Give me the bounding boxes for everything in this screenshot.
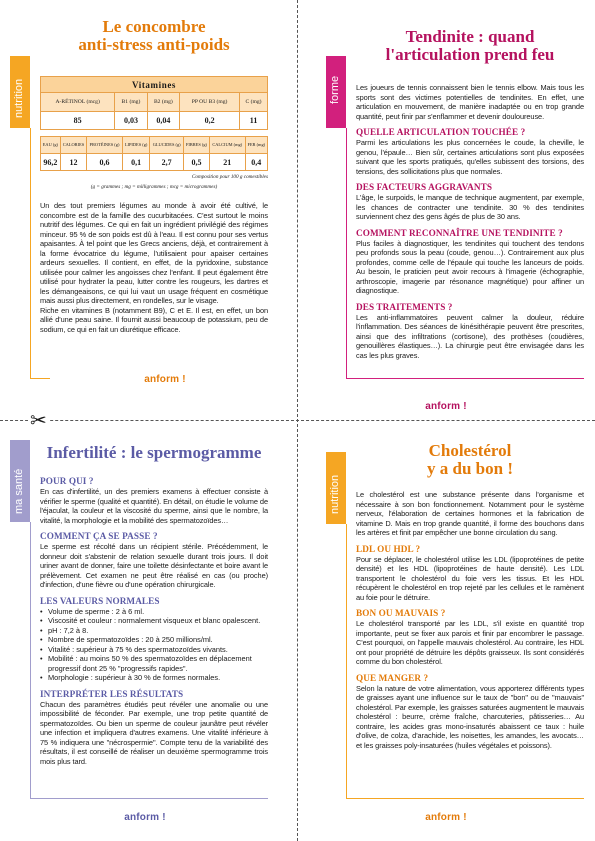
section-tab-ma-sante: ma santé: [10, 440, 30, 522]
table-cell: 0,6: [87, 154, 123, 171]
article-paragraph: Les anti-inflammatoires peuvent calmer la douleur, réduire l'inflammation. Des séances de kinésithérapie peuvent être prescrites, ainsi que des infiltrations (cortisone), des prothèses (coudières, genouillères élastiques…). La chirurgie peut être envisagée dans les cas les plus graves.: [356, 312, 584, 360]
card-frame-left: [30, 128, 31, 378]
article-paragraph: En cas d'infertilité, un des premiers examens à effectuer consiste à vérifier le sperme (qualité et quantité). En détail, on étudie le volume de l'éjaculat, la couleur et la viscosité du sperme, ainsi que le nombre, la vitalité, la morphologie et la mobilité des spermatozoïdes…: [40, 487, 268, 525]
section-heading: DES TRAITEMENTS ?: [356, 301, 453, 312]
table-cell: 85: [41, 112, 115, 130]
brand-logo: anform !: [425, 401, 467, 412]
article-title: Le concombre anti-stress anti-poids: [78, 17, 230, 54]
table-cell: 0,5: [183, 154, 209, 171]
table-header: FIBRES (g): [183, 137, 209, 154]
table-cell: 2,7: [150, 154, 183, 171]
table-header: LIPIDES (g): [122, 137, 150, 154]
list-item: • pH : 7,2 à 8.: [40, 626, 268, 636]
card-cholesterol: [326, 432, 584, 834]
table-header: FER (mg): [245, 137, 267, 154]
section-heading: COMMENT ÇA SE PASSE ?: [40, 531, 158, 541]
card-spermogram: [10, 432, 268, 834]
list-item: • Nombre de spermatozoïdes : 20 à 250 millions/ml.: [40, 635, 268, 645]
table-header: PROTÉINES (g): [87, 137, 123, 154]
article-paragraph: Pour se déplacer, le cholestérol utilise les LDL (lipoprotéines de petite densité) et les HDL (lipoprotéines de haute densité). Les LDL transportent le cholestérol du foie vers les tissus. Et les HDL récupèrent le cholestérol en trop rejeté par les cellules et le ramènent au foie pour le détruire.: [356, 554, 584, 602]
table-cell: 0,2: [180, 112, 240, 130]
list-item: • Morphologie : supérieur à 30 % de formes normales.: [40, 673, 268, 683]
section-heading: COMMENT RECONNAÎTRE UNE TENDINITE ?: [356, 227, 563, 238]
units-note: (g = grammes ; mg = milligrammes ; mcg = microgrammes): [90, 184, 218, 190]
section-heading: DES FACTEURS AGGRAVANTS: [356, 182, 493, 192]
article-paragraph: Plus faciles à diagnostiquer, les tendinites qui touchent des tendons peu profonds sous la peau (coude, genou…). Contrairement aux plus profondes, comme celle de l'épaule qui touche les lanceurs de poids. Au besoin, le praticien peut avoir recours à l'imagerie (échographie, arthroscopie, imagerie par résonance magnétique) pour affiner un diagnostique.: [356, 238, 584, 295]
table-header: B1 (mg): [115, 93, 147, 112]
article-paragraph: Le cholestérol transporté par les LDL, s'il existe en quantité trop importante, peut se fixer aux parois et finir par encombrer le passage. C'est pourquoi, on l'appelle mauvais cholestérol. Au contraire, les HDL ont pour propriété de détruire les dépôts graisseux. Ils sont considérés comme du bon cholestérol.: [356, 619, 584, 666]
article-paragraph: Riche en vitamines B (notamment B9), C et E. Il est, en effet, un bon allié d'une peau saine. Il fournit aussi beaucoup de potassium, peu de sodium, ce qui en fait un diurétique efficace.: [40, 305, 268, 334]
table-cell: 0,04: [147, 112, 179, 130]
article-paragraph: Le sperme est récolté dans un récipient stérile. Précédemment, le donneur doit s'abstenir de relation sexuelle durant trois jours. Il doit uriner avant de donner, faire une toilette désinfectante et boire avant le prélèvement. Cet examen ne peut être réalisé en cas (ou proche) d'infection, d'une fièvre ou d'une opération chirurgicale.: [40, 542, 268, 589]
article-paragraph: Selon la nature de votre alimentation, vous apporterez différents types de graisses ayant une influence sur le taux de "bon" ou de "mauvais" cholestérol. Par exemple, les graisses saturées augmentent le mauvais cholestérol : beurre, crème fraîche, charcuteries, pâtisseries… Au contraire, les acides gras mono-insaturés abaissent ce taux : huile d'olive, de colza, d'arachide, les noisettes, les amandes, les avocats… et les graisses poly-insaturées (huiles végétales et poissons).: [356, 683, 584, 750]
card-frame-bottom: [346, 798, 584, 799]
card-cucumber: [10, 14, 268, 416]
table-header: CALCIUM (mg): [209, 137, 245, 154]
scissors-icon: ✂: [30, 408, 47, 432]
article-title: Tendinite : quand l'articulation prend feu: [385, 27, 555, 64]
table-cell: 0,1: [122, 154, 150, 171]
card-frame-left: [30, 522, 31, 798]
card-frame-bottom: [346, 378, 584, 379]
horizontal-cut-line: [0, 420, 595, 421]
vitamins-table: [40, 76, 268, 130]
article-paragraph: Parmi les articulations les plus concernées le coude, la cheville, le genou, l'épaule… Bien sûr, certaines articulations sont plus exposées suivant que les sports pratiqués, qu'elles subissent des torsions, des tensions, des sollicitations plus que normales.: [356, 138, 584, 176]
card-frame-bottom: [30, 798, 268, 799]
table-header: C (mg): [240, 93, 268, 112]
list-item: • Volume de sperme : 2 à 6 ml.: [40, 607, 268, 617]
section-tab-forme: forme: [326, 56, 346, 128]
section-heading: QUELLE ARTICULATION TOUCHÉE ?: [356, 127, 526, 137]
composition-note: Composition pour 100 g comestibles: [191, 174, 268, 180]
article-paragraph: Un des tout premiers légumes au monde à avoir été cultivé, le concombre est de la famille des cucurbitacées. C'est surtout le moins nutritif des légumes. Ce qui en fait un ingrédient privilégié des régimes minceur. 95 % de son poids est dû à l'eau. Il est connu pour ses vertus apaisantes. À tel point que les Grecs anciens, déjà, et contrairement à la forme évocatrice du légume, l'utilisaient pour apaiser certaines ardeurs sexuelles. Il contient, en effet, de la pyridoxine, substance utilisée pour calmer les angoisses chez l'enfant. Il peut également être utilisé pour hydrater la peau, lutter contre les rougeurs, les dartres et les démangeaisons, ce qui lui vaut un usage fréquent en cosmétique mais aussi plus directement, en rondelles, sur le visage.: [40, 201, 268, 305]
brand-logo: anform !: [144, 374, 186, 385]
article-paragraph: Les joueurs de tennis connaissent bien le tennis elbow. Mais tous les sports sont des victimes potentielles de tendinites. En effet, une articulation en mouvement, de manière inadaptée ou en trop grande quantité, peut finir par s'enflammer et devenir douloureuse.: [356, 83, 584, 121]
brand-logo: anform !: [124, 812, 166, 823]
table-cell: 21: [209, 154, 245, 171]
nutrients-table: [40, 136, 268, 171]
table-header: A-RÉTINOL (mcg): [41, 93, 115, 112]
card-tendinitis: [326, 14, 584, 416]
card-frame-left: [346, 128, 347, 378]
table-header: CALORIES: [60, 137, 86, 154]
vitamins-caption: Vitamines: [41, 77, 268, 93]
table-header: PP OU B3 (mg): [180, 93, 240, 112]
table-header: EAU (g): [41, 137, 61, 154]
table-cell: 0,4: [245, 154, 267, 171]
section-heading: LDL OU HDL ?: [356, 543, 421, 554]
card-frame-bottom: [30, 378, 50, 379]
article-paragraph: Le cholestérol est une substance présente dans l'organisme et nécessaire à son bon fonctionnement. Notamment pour le système nerveux, l'élaboration de certaines hormones et la fabrication de vitamine D. Mais en trop grande quantité, il forme des bouchons dans les artères et finit par empêcher une bonne circulation du sang.: [356, 490, 584, 537]
article-title: Infertilité : le spermogramme: [46, 443, 262, 462]
list-item: • Vitalité : supérieur à 75 % des spermatozoïdes vivants.: [40, 645, 268, 655]
section-heading: LES VALEURS NORMALES: [40, 595, 160, 606]
list-item: • Mobilité : au moins 50 % des spermatozoïdes en déplacement progressif dont 25 % "progressifs rapides".: [40, 654, 268, 673]
section-heading: INTERPRÉTER LES RÉSULTATS: [40, 688, 184, 699]
section-tab-nutrition: nutrition: [10, 56, 30, 128]
section-heading: QUE MANGER ?: [356, 672, 429, 683]
table-cell: 96,2: [41, 154, 61, 171]
table-header: B2 (mg): [147, 93, 179, 112]
table-cell: 11: [240, 112, 268, 130]
list-item: • Viscosité et couleur : normalement visqueux et blanc opalescent.: [40, 616, 268, 626]
article-title: Cholestérol y a du bon !: [427, 441, 513, 478]
table-header: GLUCIDES (g): [150, 137, 183, 154]
card-frame-left: [346, 524, 347, 798]
normal-values-list: [40, 607, 268, 683]
brand-logo: anform !: [425, 812, 467, 823]
section-heading: BON OU MAUVAIS ?: [356, 608, 446, 618]
article-paragraph: L'âge, le surpoids, le manque de technique augmentent, par exemple, les chances de contracter une tendinite. 30 % des tendinites surviennent chez des gens âgés de plus de 30 ans.: [356, 193, 584, 221]
section-tab-nutrition: nutrition: [326, 452, 346, 524]
section-heading: POUR QUI ?: [40, 476, 94, 486]
table-cell: 12: [60, 154, 86, 171]
article-paragraph: Chacun des paramètres étudiés peut révéler une anomalie ou une impossibilité de féconder. Par exemple, une trop petite quantité de spermatozoïdes. Ou bien un sperme de couleur jaunâtre peut révéler une infection et impliquera d'autres examens. Une vitalité inférieure à 75 % indiquera une "nécrospermie". Compte tenu de la variabilité des résultats, il est conseillé de réaliser un deuxième spermogramme trois mois plus tard.: [40, 699, 268, 766]
table-cell: 0,03: [115, 112, 147, 130]
